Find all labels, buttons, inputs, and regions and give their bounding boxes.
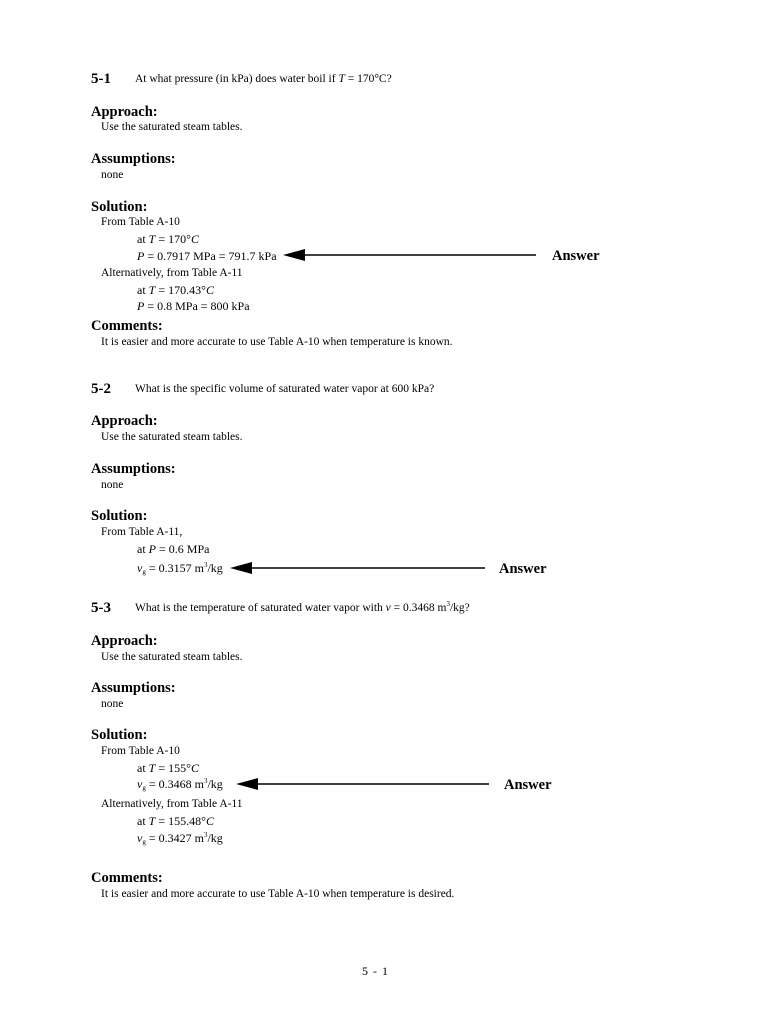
solution-line: at T = 155.48°C [137,814,214,828]
arrow-left-icon [230,561,485,577]
comments-text: It is easier and more accurate to use Table A-10 when temperature is known. [101,336,453,348]
assumptions-text: none [101,169,124,181]
approach-text: Use the saturated steam tables. [101,431,243,443]
comments-heading: Comments: [91,870,163,886]
answer-label: Answer [499,561,547,577]
solution-line: Alternatively, from Table A-11 [101,267,243,279]
problem-number: 5-2 [91,381,111,397]
solution-heading: Solution: [91,199,148,215]
solution-heading: Solution: [91,508,148,524]
page-number: 5 - 1 [362,964,389,978]
answer-value: $v_g = 0.3468$ $m^3/kg$ [137,777,223,792]
arrow-left-icon [236,777,489,793]
solution-line: $v_g = 0.3427$ $m^3/kg$ [137,831,223,846]
problem-question: At what pressure (in kPa) does water boil if T = 170°C? [135,73,392,85]
answer-value: $v_g = 0.3157$ $m^3/kg$ [137,561,223,576]
solution-line: Alternatively, from Table A-11 [101,798,243,810]
comments-text: It is easier and more accurate to use Table A-10 when temperature is desired. [101,888,455,900]
solution-line: From Table A-10 [101,745,180,757]
comments-heading: Comments: [91,318,163,334]
problem-question: What is the temperature of saturated water vapor with v = 0.3468 $m^3/kg$? [135,600,470,614]
assumptions-heading: Assumptions: [91,151,176,167]
approach-text: Use the saturated steam tables. [101,651,243,663]
solution-line: at P = 0.6 MPa [137,542,210,556]
answer-label: Answer [552,248,600,264]
solution-line: P = 0.8 MPa = 800 kPa [137,299,250,313]
arrow-left-icon [283,248,536,264]
solution-line: From Table A-10 [101,216,180,228]
solution-line: at T = 155°C [137,761,199,775]
approach-heading: Approach: [91,104,158,120]
assumptions-heading: Assumptions: [91,680,176,696]
approach-heading: Approach: [91,413,158,429]
approach-text: Use the saturated steam tables. [101,121,243,133]
solution-line: From Table A-11, [101,526,183,538]
answer-label: Answer [504,777,552,793]
solution-line: at T = 170°C [137,232,199,246]
assumptions-text: none [101,698,124,710]
solution-heading: Solution: [91,727,148,743]
assumptions-text: none [101,479,124,491]
solution-line: at T = 170.43°C [137,283,214,297]
problem-number: 5-1 [91,71,111,87]
assumptions-heading: Assumptions: [91,461,176,477]
approach-heading: Approach: [91,633,158,649]
problem-question: What is the specific volume of saturated water vapor at 600 kPa? [135,383,435,395]
problem-number: 5-3 [91,600,111,616]
answer-value: P = 0.7917 MPa = 791.7 kPa [137,249,277,263]
